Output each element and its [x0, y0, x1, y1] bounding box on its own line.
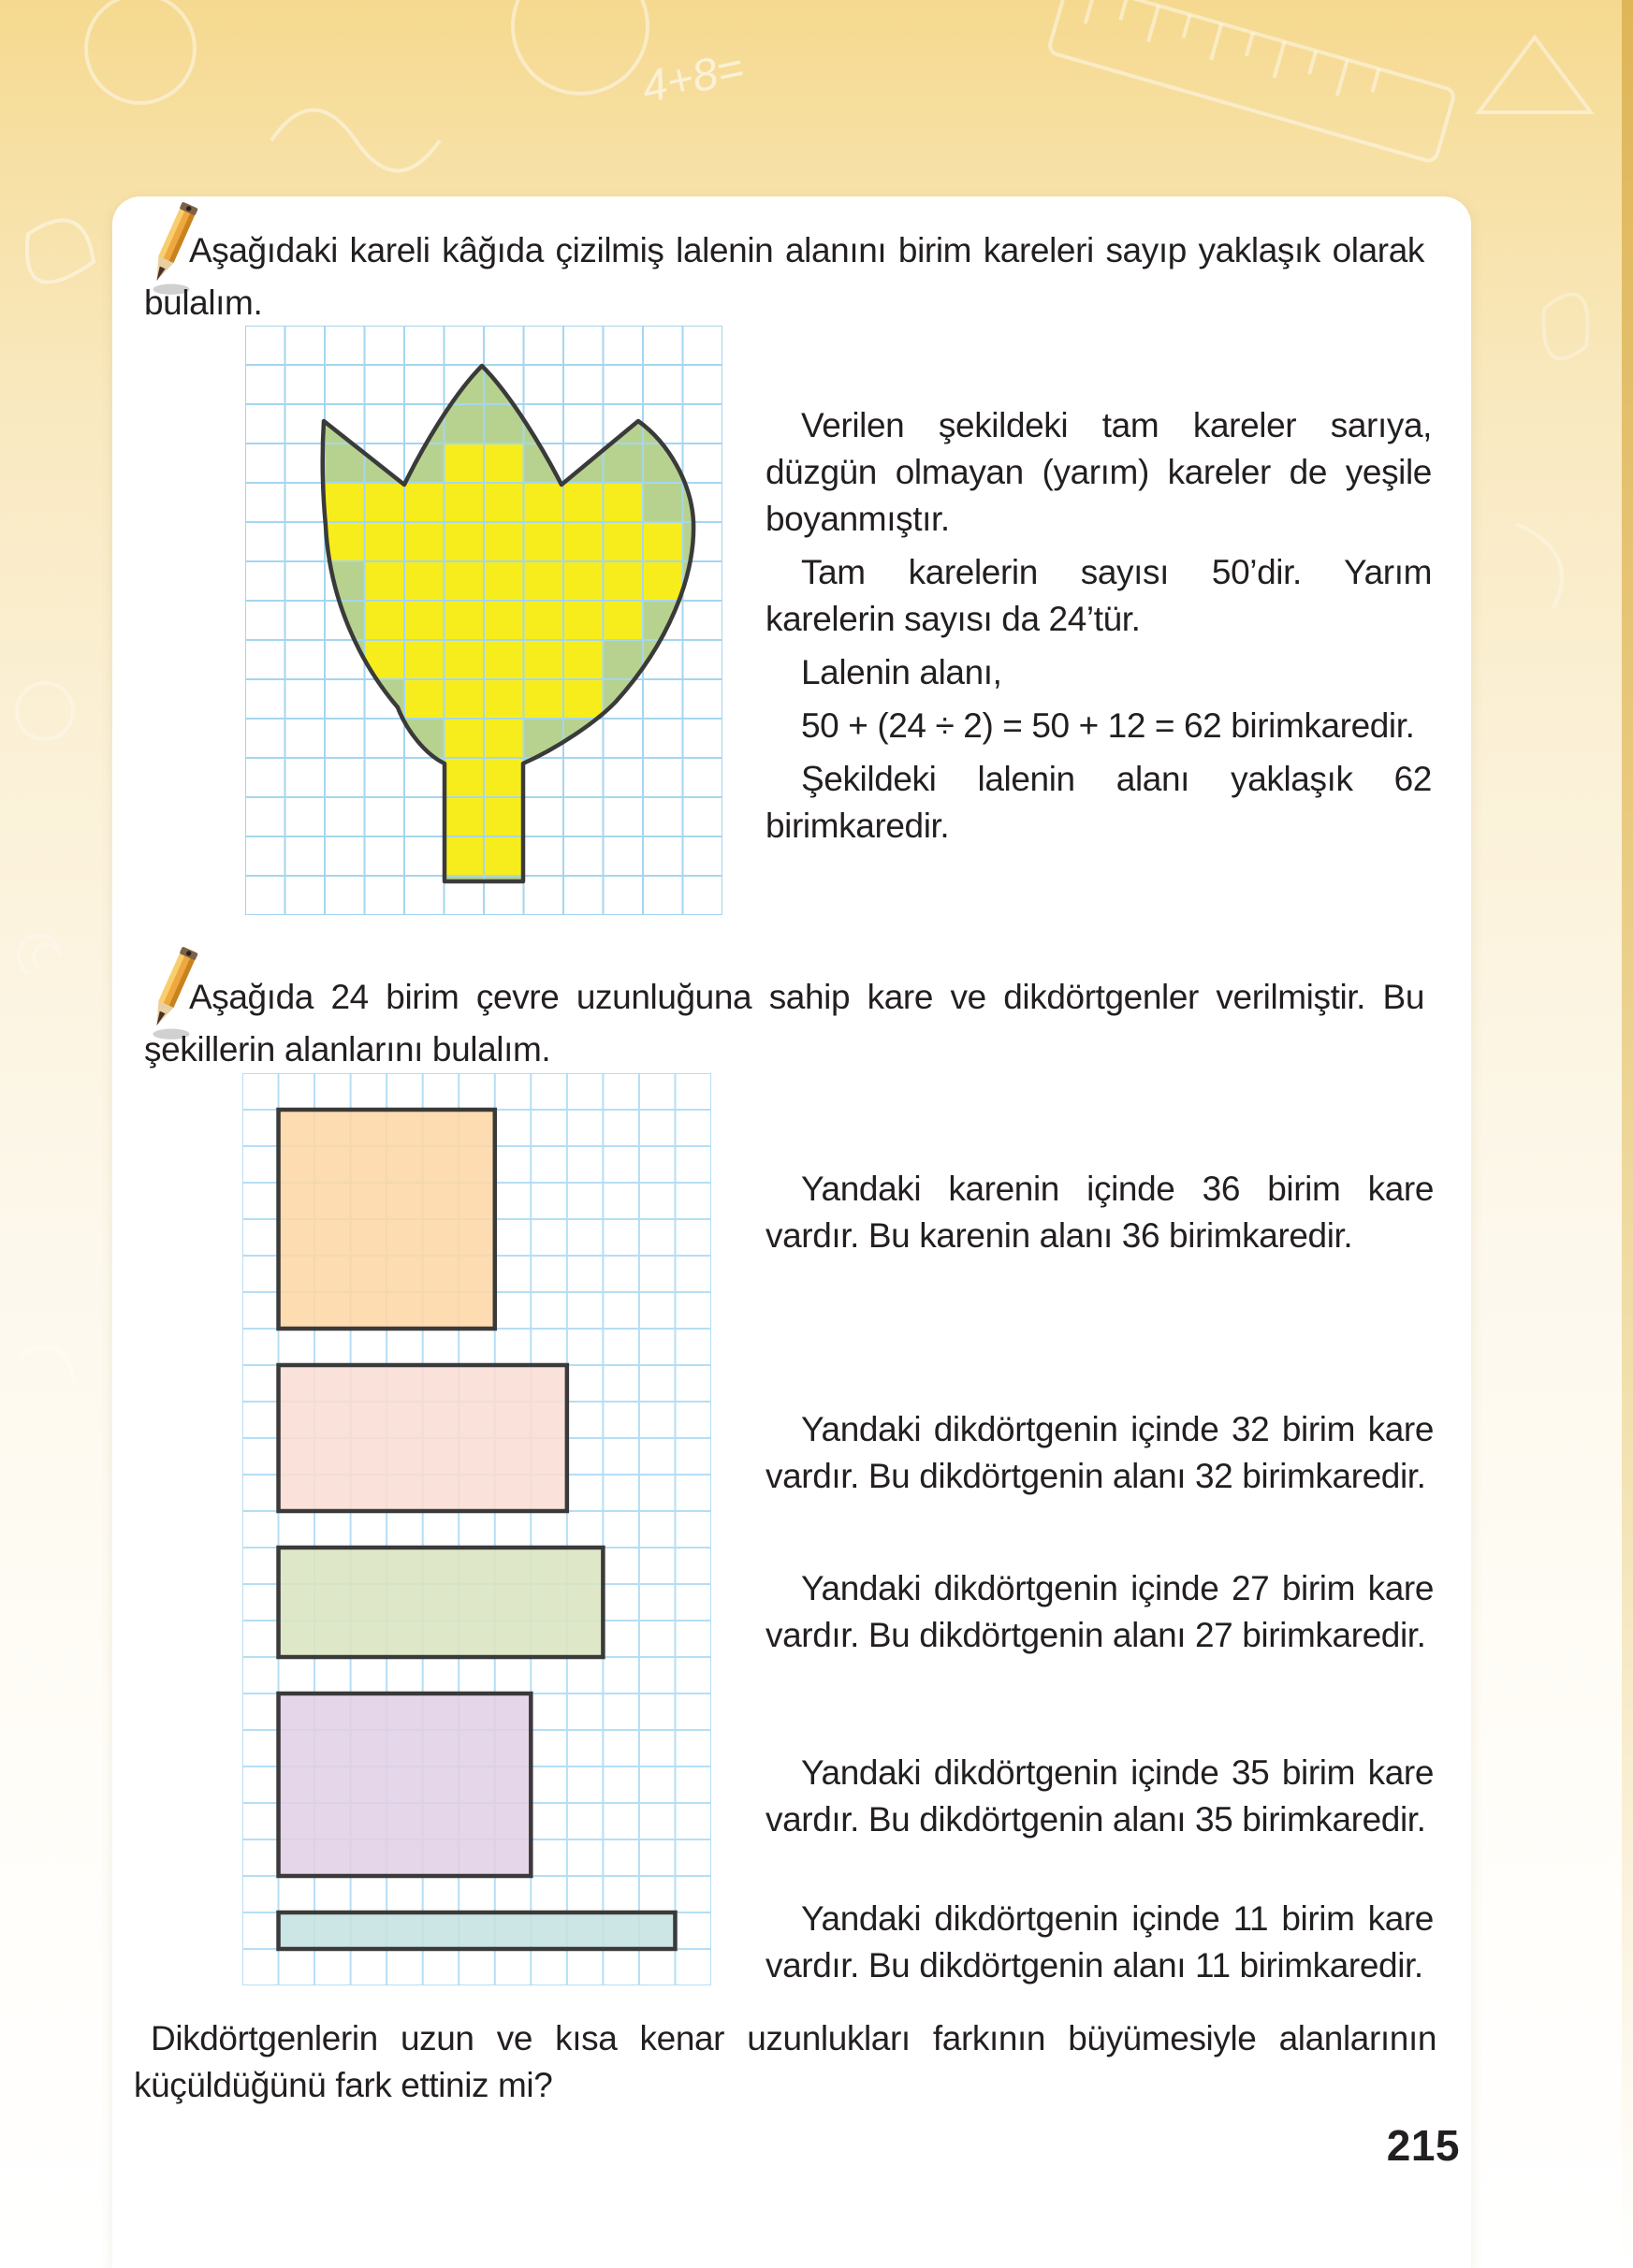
doodle-circle [513, 0, 648, 94]
shape-note-11: Yandaki dikdörtgenin içinde 11 birim kare vardır. Bu dikdörtgenin alanı 11 birimkaredir. [765, 1899, 1434, 1985]
doodle-leaf [27, 220, 94, 282]
tulip-grid-figure [245, 326, 722, 915]
doodle-spiral [19, 936, 60, 973]
doodle-squiggle [271, 110, 440, 171]
shape-note-32: Yandaki dikdörtgenin içinde 32 birim kare vardır. Bu dikdörtgenin alanı 32 birimkaredir. [765, 1410, 1434, 1495]
shape-note-35: Yandaki dikdörtgenin içinde 35 birim kare vardır. Bu dikdörtgenin alanı 35 birimkaredir. [765, 1753, 1434, 1839]
area-formula: 50 + (24 ÷ 2) = 50 + 12 = 62 birimkaredir. [801, 706, 1415, 745]
paragraph: Tam karelerin sayısı 50’dir. Yarım karelerin sayısı da 24’tür. [765, 553, 1432, 638]
shape-note-36: Yandaki karenin içinde 36 birim kare vardır. Bu karenin alanı 36 birimkaredir. [765, 1170, 1434, 1255]
section2-intro: Aşağıda 24 birim çevre uzunluğuna sahip kare ve dikdörtgenler verilmiştir. Bu şekillerin alanlarını bulalım. [144, 978, 1424, 1069]
perimeter-shapes-figure [242, 1073, 711, 1985]
page-edge-strip [1622, 0, 1633, 2268]
paragraph: Şekildeki lalenin alanı yaklaşık 62 birimkaredir. [765, 760, 1432, 845]
rect-area-35 [279, 1694, 532, 1876]
doodle-squiggle [19, 1347, 75, 1385]
section1-explanation [765, 402, 1432, 856]
doodle-circle [86, 0, 195, 103]
page-number: 215 [1386, 2121, 1460, 2170]
rect-area-11 [279, 1912, 676, 1949]
doodle-circle [17, 683, 73, 739]
closing-question: Dikdörtgenlerin uzun ve kısa kenar uzunlukları farkının büyümesiyle alanlarının küçüldüğünü fark ettiniz mi? [134, 2019, 1436, 2104]
doodle-scribble-text: 4+8= [637, 43, 749, 113]
rect-area-32 [279, 1365, 567, 1511]
rect-area-27 [279, 1548, 604, 1657]
paragraph: Verilen şekildeki tam kareler sarıya, düzgün olmayan (yarım) kareler de yeşile boyanmıştır. [765, 406, 1432, 538]
doodle-squiggle [1516, 524, 1562, 608]
section1-intro: Aşağıdaki kareli kâğıda çizilmiş lalenin alanını birim kareleri sayıp yaklaşık olarak bulalım. [144, 231, 1424, 322]
shape-note-27: Yandaki dikdörtgenin içinde 27 birim kare vardır. Bu dikdörtgenin alanı 27 birimkaredir. [765, 1569, 1434, 1654]
doodle-triangle [1479, 37, 1591, 112]
doodle-leaf [1544, 294, 1588, 358]
content-card [112, 196, 1471, 2268]
paragraph: Lalenin alanı, [801, 653, 1002, 691]
doodle-ruler [1048, 0, 1455, 163]
square-area-36 [279, 1110, 495, 1329]
